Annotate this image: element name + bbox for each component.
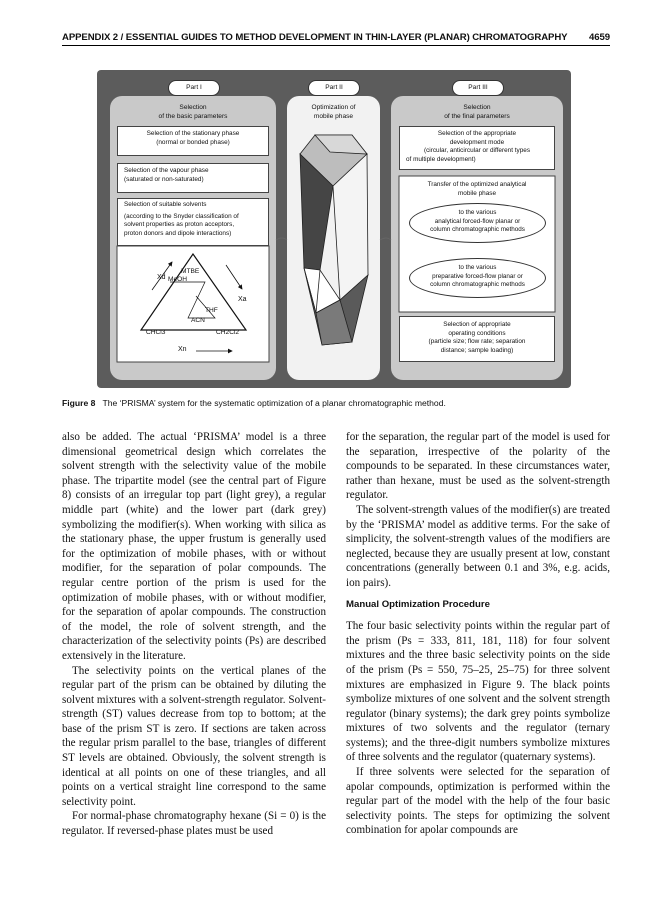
vapour-phase-box [117,163,269,193]
oval-line: to the various [458,209,497,216]
box-line: (normal or bonded phase) [156,138,230,146]
ch2cl2-label: CH2Cl2 [216,329,240,336]
part1-heading [110,103,276,121]
acn-label: ACN [191,317,205,324]
meoh-label: MeOH [168,276,188,283]
box-line: (particle size; flow rate; separation [428,338,526,346]
part-2-label: Part II [308,80,360,96]
box-line: Selection of the appropriate [437,130,517,137]
xa-label: Xa [238,296,247,303]
part2-heading [287,103,380,121]
paragraph: If three solvents were selected for the separation of apolar compounds, optimization is performed within the regular part of the model with the help of the four basic selectivity points. The steps for optimizing the solvent combination for apolar compounds are [346,766,610,837]
oval-line: column chromatographic methods [430,281,525,288]
box-line: proton donors and dipole interactions) [124,229,232,237]
oval-line: preparative forced-flow planar or [432,272,523,280]
paragraph: The four basic selectivity points within the regular part of the prism (Ps = 333, 811, 181, 118) for four solvent mixtures and the three basic selectivity points on the side of the prism (Ps = 550, 75–25, 25–75) for three solvent mixtures are emphasized in Figure 9. The black points symbolize mixtures of one solvent and the solvent strength regulator (binary systems); the dark grey points symbolize mixtures of two solvents and the regulator (ternary systems); and the three-digit numbers symbolize mixtures of three solvents and the regulator (quaternary systems). [346,620,610,764]
body-column-left [62,430,326,839]
body-column-right [346,430,610,838]
analytical-methods-oval [409,203,546,243]
transfer-heading [399,181,555,198]
running-head-title: APPENDIX 2 / ESSENTIAL GUIDES TO METHOD DEVELOPMENT IN THIN-LAYER (PLANAR) CHROMATOGRAPHY [62,32,568,43]
box-line: (saturated or non-saturated) [124,175,204,183]
xd-label: Xd [157,274,166,281]
box-line: operating conditions [448,329,506,337]
triangle-box [117,246,269,362]
xn-label: Xn [178,346,187,353]
box-line: development mode [449,138,505,146]
mtbe-label: MTBE [181,268,200,275]
stationary-phase-box [117,126,269,156]
figure-caption [62,398,610,408]
box-line: mobile phase [457,189,496,197]
paragraph: For normal-phase chromatography hexane (Si = 0) is the regulator. If reversed-phase plates must be used [62,810,326,838]
part-1-label: Part I [168,80,220,96]
box-line: (according to the Snyder classification of [124,212,239,220]
paragraph: for the separation, the regular part of the model is used for the separation, irrespective of the polarity of the compounds to be separated. In these circumstances water, rather than hexane, must be used as the solvent-strength regulator. [346,431,610,502]
operating-conditions-box [399,316,555,362]
paragraph: The selectivity points on the vertical planes of the regular part of the prism can be obtained by diluting the solvent mixtures with a solvent-strength regulator. Solvent-strength (ST) values decrease from top to bottom; at the base of the prism ST is zero. If sections are taken across the regular prism parallel to the base, triangles of different ST levels are obtained. Obviously, the solvent strength is identical at all points on one of these triangles, and all points on a vertical straight line correspond to the same selectivity point. [62,664,326,808]
box-line: Selection of the stationary phase [146,130,240,137]
preparative-methods-oval [409,258,546,298]
section-heading: Manual Optimization Procedure [346,598,490,610]
page-number: 4659 [589,32,610,43]
box-line: Selection of the vapour phase [124,167,209,174]
box-line: solvent properties as proton acceptors, [124,221,235,229]
part2-heading-line: mobile phase [313,113,354,120]
part3-heading-line: of the final parameters [444,113,510,120]
part3-heading-line: Selection [463,104,491,111]
part1-heading-line: Selection [179,104,207,111]
oval-line: to the various [458,264,497,271]
thf-label: THF [205,307,218,314]
paragraph: also be added. The actual ‘PRISMA’ model is a three dimensional geometrical design which correlates the solvent strength with the selectivity value of the mobile phase. The tripartite model (see the central part of Figure 8) consists of an irregular top part (light grey), a regular middle part (white) and the lower part (dark grey) symbolizing the modifier(s). When working with silica as the stationary phase, the upper frustum is generally used for the optimization of mobile phases, with or without modifier, for the separation of polar compounds. The regular centre portion of the prism is used for the optimization of mobile phases, with or without modifier, for the separation of apolar compounds. The construction of the model, the role of solvent strength, and the characterization of the selectivity points (Ps) are described extensively in the literature. [62,431,326,662]
part2-heading-line: Optimization of [311,104,356,111]
paragraph: The solvent-strength values of the modifier(s) are treated by the ‘PRISMA’ model as additive terms. For the sake of simplicity, the solvent-strength values of the modifiers are neglected, because they are usually present at low, constant concentrations (generally between 0.1 and 3%, e.g. acids, ion pairs). [346,503,610,589]
box-line: (circular, anticircular or different types [423,147,531,155]
box-line: Selection of suitable solvents [124,201,207,208]
oval-line: analytical forced-flow planar or [434,217,521,225]
development-mode-box [399,126,555,170]
chcl3-label: CHCl3 [146,329,166,336]
box-line: distance; sample loading) [440,346,514,354]
part1-heading-line: of the basic parameters [158,113,228,120]
caption-text: The ‘PRISMA’ system for the systematic optimization of a planar chromatographic method. [102,398,446,408]
part3-heading [391,103,563,121]
box-line: of multiple development) [406,155,476,163]
part-3-label: Part III [452,80,504,96]
suitable-solvents-box [117,198,269,246]
box-line: Selection of appropriate [443,321,511,328]
caption-label: Figure 8 [62,398,96,408]
oval-line: column chromatographic methods [430,226,525,233]
box-line: Transfer of the optimized analytical [427,181,527,188]
